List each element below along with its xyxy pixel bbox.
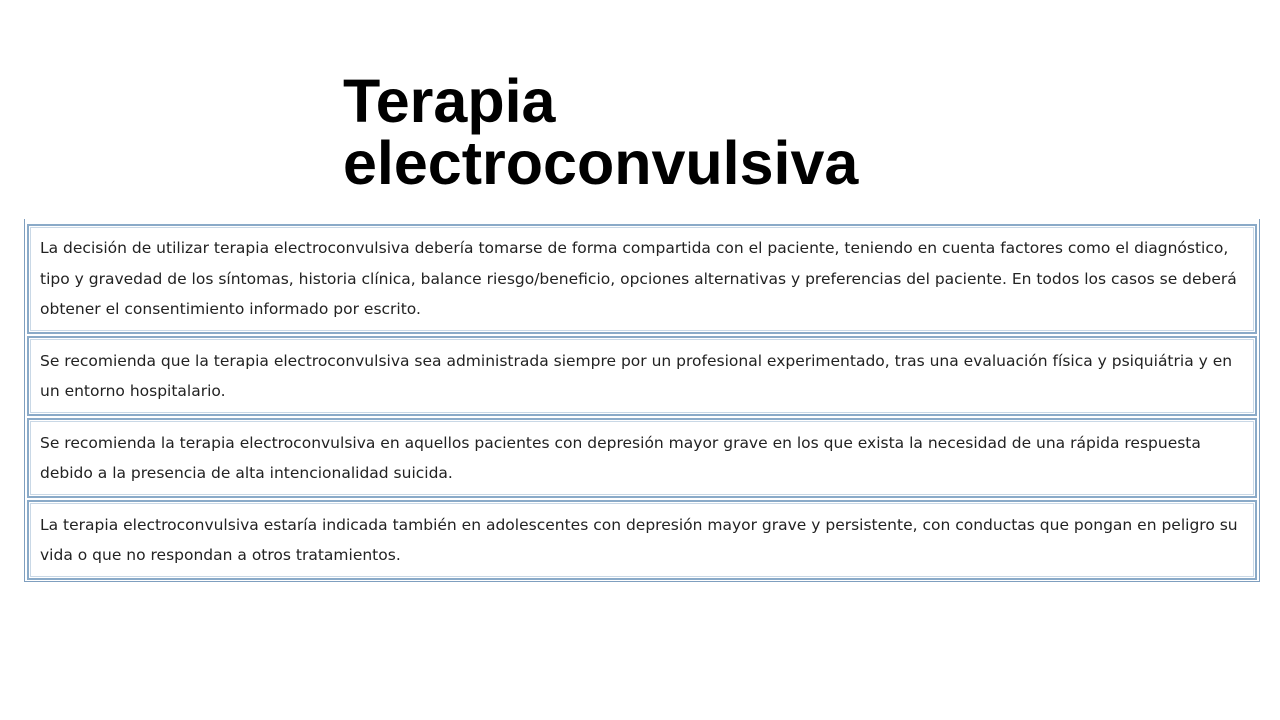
recommendation-row	[27, 336, 1257, 416]
recommendation-text: Se recomienda que la terapia electroconvulsiva sea administrada siempre por un profesional experimentado, tras una evaluación física y psiquiátria y en un entorno hospitalario.	[40, 351, 1233, 400]
recommendation-row	[27, 224, 1257, 334]
recommendation-text: La decisión de utilizar terapia electroconvulsiva debería tomarse de forma compartida con el paciente, teniendo en cuenta factores como el diagnóstico, tipo y gravedad de los síntomas, historia clínica, balance riesgo/beneficio, opciones alternativas y preferencias del paciente. En todos los casos se deberá obtener el consentimiento informado por escrito.	[40, 239, 1237, 319]
recommendations-table	[24, 219, 1260, 582]
slide-title: Terapia electroconvulsiva	[343, 67, 859, 197]
recommendation-text: La terapia electroconvulsiva estaría indicada también en adolescentes con depresión mayor grave y persistente, con conductas que pongan en peligro su vida o que no respondan a otros tratamientos.	[40, 515, 1238, 564]
recommendation-text: Se recomienda la terapia electroconvulsiva en aquellos pacientes con depresión mayor grave en los que exista la necesidad de una rápida respuesta debido a la presencia de alta intencionalidad suicida.	[40, 433, 1201, 482]
recommendation-row	[27, 418, 1257, 498]
recommendation-row	[27, 500, 1257, 580]
